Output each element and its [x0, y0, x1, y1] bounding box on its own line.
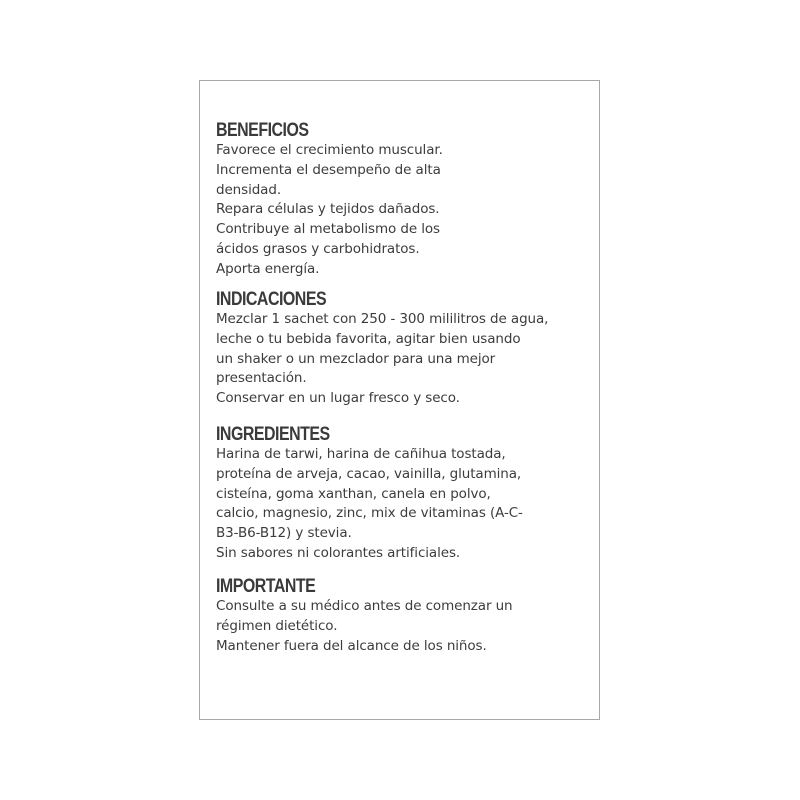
text-line: B3-B6-B12) y stevia.: [216, 525, 352, 542]
section-heading: IMPORTANTE: [216, 576, 316, 597]
section-heading: INDICACIONES: [216, 289, 327, 310]
section-heading: INGREDIENTES: [216, 424, 330, 445]
text-line: régimen dietético.: [216, 617, 338, 634]
text-line: un shaker o un mezclador para una mejor: [216, 350, 496, 367]
text-line: Aporta energía.: [216, 260, 320, 277]
text-line: Incrementa el desempeño de alta: [216, 161, 441, 178]
section-indicaciones: [216, 290, 596, 409]
text-line: Repara células y tejidos dañados.: [216, 201, 440, 218]
text-line: Contribuye al metabolismo de los: [216, 221, 440, 238]
text-line: Consulte a su médico antes de comenzar un: [216, 598, 513, 614]
section-importante: [216, 577, 596, 656]
text-line: Sin sabores ni colorantes artificiales.: [216, 544, 461, 561]
text-line: proteína de arveja, cacao, vainilla, glutamina,: [216, 465, 522, 482]
text-line: Mantener fuera del alcance de los niños.: [216, 637, 487, 654]
text-line: Mezclar 1 sachet con 250 - 300 mililitros de agua,: [216, 311, 549, 327]
section-beneficios: [216, 121, 596, 280]
text-line: Favorece el crecimiento muscular.: [216, 142, 443, 158]
text-line: cisteína, goma xanthan, canela en polvo,: [216, 485, 491, 502]
text-line: leche o tu bebida favorita, agitar bien usando: [216, 330, 521, 347]
text-line: presentación.: [216, 370, 307, 387]
text-line: Harina de tarwi, harina de cañihua tostada,: [216, 446, 506, 462]
text-line: densidad.: [216, 181, 282, 198]
section-ingredientes: [216, 425, 596, 564]
text-line: calcio, magnesio, zinc, mix de vitaminas (A-C-: [216, 505, 523, 522]
section-heading: BENEFICIOS: [216, 120, 309, 141]
text-line: Conservar en un lugar fresco y seco.: [216, 390, 460, 407]
label-card: [199, 80, 600, 720]
text-line: ácidos grasos y carbohidratos.: [216, 240, 420, 257]
